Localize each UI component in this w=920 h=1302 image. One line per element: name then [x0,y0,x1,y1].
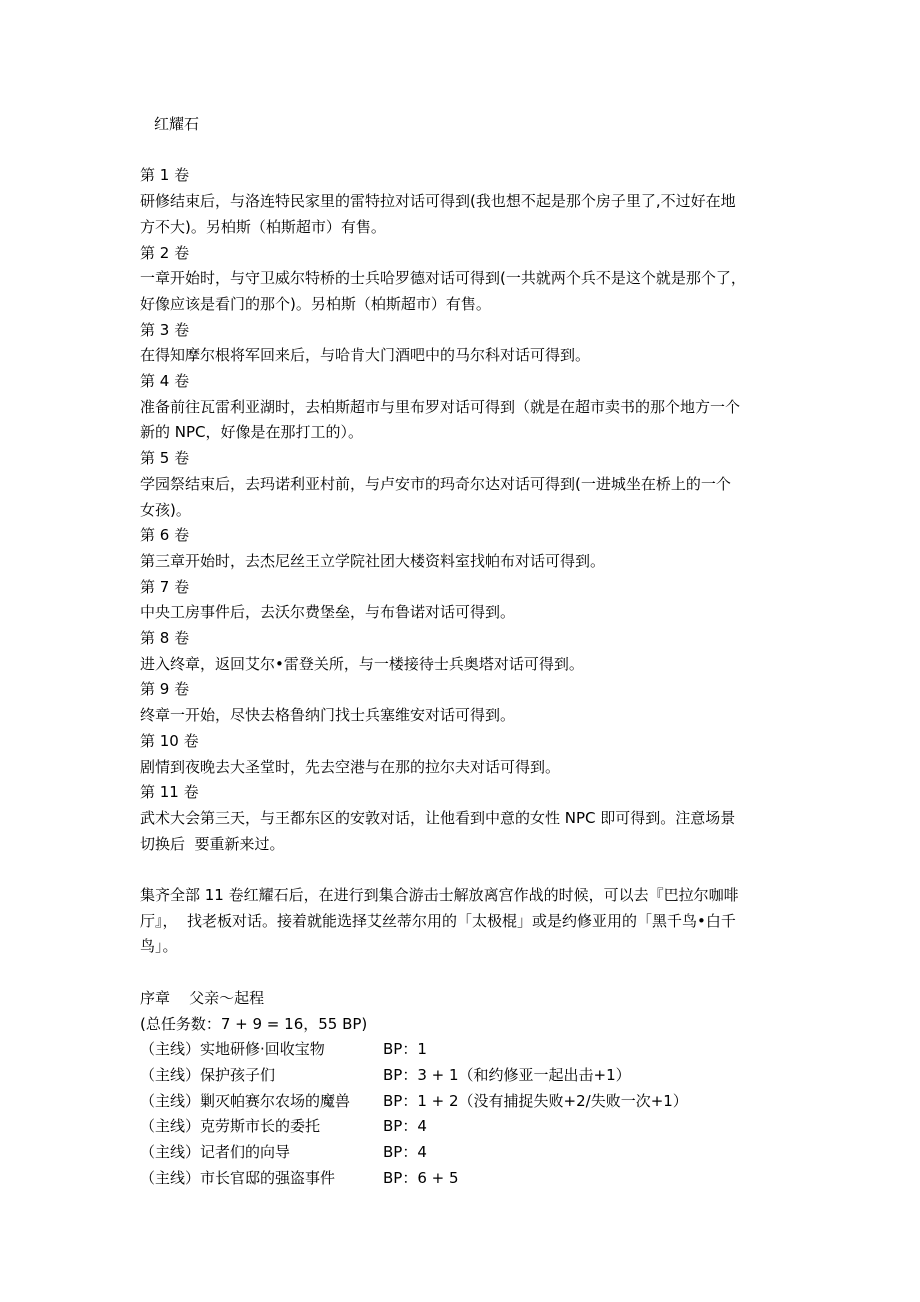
summary-text: 厅』， 找老板对话。接着就能选择艾丝蒂尔用的「太极棍」或是约修亚用的「黑千鸟•白千 [140,911,736,930]
summary-paragraph [140,883,790,960]
volume-text: 一章开始时，与守卫威尔特桥的士兵哈罗德对话可得到(一共就两个兵不是这个就是那个了， [140,269,746,288]
volume-label: 第 7 卷 [140,577,190,596]
volume-text: 剧情到夜晚去大圣堂时，先去空港与在那的拉尔夫对话可得到。 [140,757,561,776]
task-bp: BP：1 [383,1040,427,1059]
volume-text: 好像应该是看门的那个)。另柏斯（柏斯超市）有售。 [140,294,491,313]
volume-text: 中央工房事件后，去沃尔费堡垒，与布鲁诺对话可得到。 [140,603,516,622]
task-row [140,1114,790,1140]
volume-label: 第 10 卷 [140,731,199,750]
spacer [140,138,790,164]
volume-label: 第 4 卷 [140,372,190,391]
volume-11 [140,780,790,857]
volume-label: 第 6 卷 [140,526,190,545]
volume-4 [140,369,790,446]
task-name: （主线）实地研修·回收宝物 [140,1040,325,1059]
task-name: （主线）克劳斯市长的委托 [140,1117,321,1136]
task-row [140,1166,790,1192]
volume-label: 第 3 卷 [140,320,190,339]
volume-text: 新的 NPC，好像是在那打工的）。 [140,423,364,442]
task-bp: BP：6 + 5 [383,1168,459,1187]
task-row [140,1140,790,1166]
task-bp: BP：4 [383,1143,427,1162]
volume-label: 第 8 卷 [140,629,190,648]
spacer [140,960,790,986]
document-page [140,112,790,1191]
volume-7 [140,575,790,626]
volume-text: 在得知摩尔根将军回来后，与哈肯大门酒吧中的马尔科对话可得到。 [140,346,591,365]
volume-3 [140,318,790,369]
volume-list [140,163,790,857]
volume-text: 进入终章，返回艾尔•雷登关所，与一楼接待士兵奥塔对话可得到。 [140,654,584,673]
task-bp: BP：4 [383,1117,427,1136]
task-row [140,1089,790,1115]
volume-text: 终章一开始，尽快去格鲁纳门找士兵塞维安对话可得到。 [140,706,516,725]
volume-text: 第三章开始时，去杰尼丝王立学院社团大楼资料室找帕布对话可得到。 [140,551,606,570]
document-title: 红耀石 [154,115,200,133]
summary-text: 集齐全部 11 卷红耀石后，在进行到集合游击士解放离宫作战的时候，可以去『巴拉尔咖啡 [140,886,739,905]
task-row [140,1037,790,1063]
spacer [140,857,790,883]
chapter-total: (总任务数：7 + 9 = 16，55 BP) [140,1014,368,1033]
task-name: （主线）记者们的向导 [140,1143,291,1162]
volume-2 [140,241,790,318]
volume-9 [140,677,790,728]
volume-1 [140,163,790,240]
volume-text: 方不大)。另柏斯（柏斯超市）有售。 [140,217,386,236]
volume-6 [140,523,790,574]
volume-8 [140,626,790,677]
task-bp: BP：1 + 2（没有捕捉失败+2/失败一次+1） [383,1091,688,1110]
volume-label: 第 2 卷 [140,243,190,262]
volume-label: 第 11 卷 [140,783,199,802]
summary-text: 鸟」。 [140,937,178,956]
volume-label: 第 1 卷 [140,166,190,185]
volume-text: 学园祭结束后，去玛诺利亚村前，与卢安市的玛奇尔达对话可得到(一进城坐在桥上的一个 [140,474,731,493]
volume-5 [140,446,790,523]
chapter-heading: 序章 父亲～起程 [140,988,265,1007]
task-row [140,1063,790,1089]
task-name: （主线）保护孩子们 [140,1065,276,1084]
volume-label: 第 9 卷 [140,680,190,699]
task-bp: BP：3 + 1（和约修亚一起出击+1） [383,1065,631,1084]
volume-text: 女孩)。 [140,500,191,519]
volume-text: 准备前往瓦雷利亚湖时，去柏斯超市与里布罗对话可得到（就是在超市卖书的那个地方一个 [140,397,741,416]
volume-text: 研修结束后，与洛连特民家里的雷特拉对话可得到(我也想不起是那个房子里了,不过好在地 [140,192,736,211]
volume-text: 武术大会第三天，与王都东区的安敦对话，让他看到中意的女性 NPC 即可得到。注意场景 [140,808,736,827]
volume-10 [140,729,790,780]
task-name: （主线）剿灭帕赛尔农场的魔兽 [140,1091,351,1110]
chapter-section [140,986,790,1192]
volume-label: 第 5 卷 [140,449,190,468]
volume-text: 切换后 要重新来过。 [140,834,285,853]
task-name: （主线）市长官邸的强盗事件 [140,1168,336,1187]
